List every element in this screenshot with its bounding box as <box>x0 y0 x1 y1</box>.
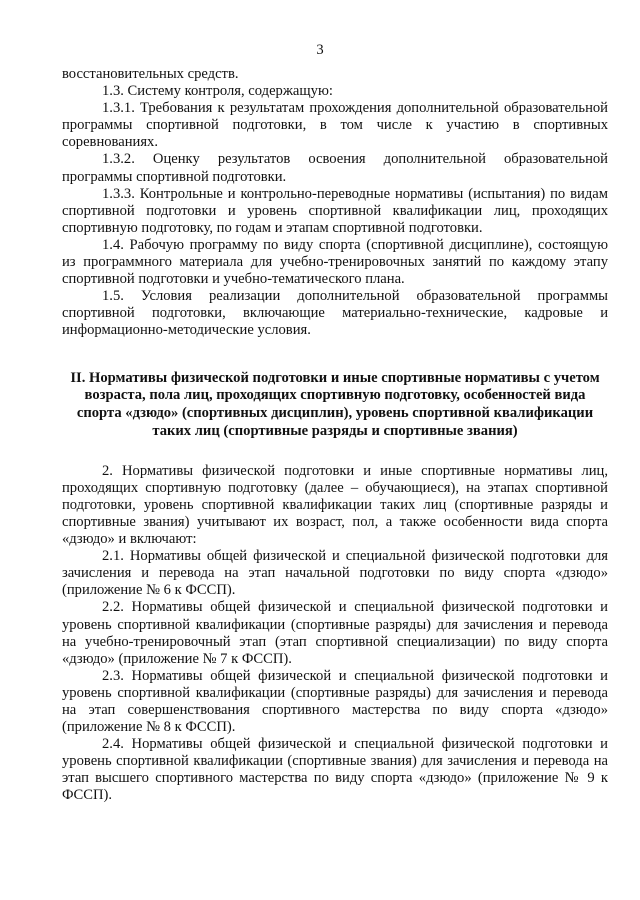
paragraph-1-4: 1.4. Рабочую программу по виду спорта (спортивной дисциплине), состоящую из программного материала для учебно-тренировочных занятий по каждому этапу спортивной подготовки и учебно-тематического плана. <box>62 236 608 288</box>
paragraph-continuation: восстановительных средств. <box>62 66 239 82</box>
paragraph-1-5: 1.5. Условия реализации дополнительной образовательной программы спортивной подготовки, включающие материально-технические, кадровые и информационно-методические условия. <box>62 288 608 339</box>
paragraph-2-1: 2.1. Нормативы общей физической и специальной физической подготовки для зачисления и перевода на этап начальной подготовки по виду спорта «дзюдо» (приложение № 6 к ФССП). <box>62 548 608 599</box>
paragraph-2-4: 2.4. Нормативы общей физической и специальной физической подготовки и уровень спортивной квалификации (спортивные звания) для зачисления и перевода на этап высшего спортивного мастерства по виду спорта «дзюдо» (приложение № 9 к ФССП). <box>62 736 608 804</box>
paragraph-2: 2. Нормативы физической подготовки и иные спортивные нормативы лиц, проходящих спортивную подготовку (далее – обучающиеся), на этапах спортивной подготовки, уровень спортивной квалификации таких лиц (спортивные разряды и спортивные звания) учитывают их возраст, пол, а также особенности вида спорта «дзюдо» и включают: <box>62 462 608 548</box>
paragraph-1-3-3: 1.3.3. Контрольные и контрольно-переводные нормативы (испытания) по видам спортивной подготовки и уровень спортивной квалификации лиц, проходящих спортивную подготовку, по годам и этапам спортивной подготовки. <box>62 185 608 236</box>
paragraph-1-3-1: 1.3.1. Требования к результатам прохождения дополнительной образовательной программы спортивной подготовки, в том числе к участию в спортивных соревнованиях. <box>62 100 608 151</box>
paragraph-1-3-2: 1.3.2. Оценку результатов освоения дополнительной образовательной программы спортивной подготовки. <box>62 151 608 185</box>
paragraph-2-2: 2.2. Нормативы общей физической и специальной физической подготовки и уровень спортивной квалификации (спортивные разряды) для зачисления и перевода на учебно-тренировочный этап (этап спортивной специализации) по виду спорта «дзюдо» (приложение № 7 к ФССП). <box>62 599 608 667</box>
paragraph-1-3: 1.3. Систему контроля, содержащую: <box>102 83 333 100</box>
document-body <box>62 66 608 805</box>
page-number: 3 <box>316 42 324 58</box>
section-heading: II. Нормативы физической подготовки и иные спортивные нормативы с учетом возраста, пола лиц, проходящих спортивную подготовку, особенностей вида спорта «дзюдо» (спортивных дисциплин), уровень спортивной квалификации таких лиц (спортивные разряды и спортивные звания) <box>70 369 600 439</box>
paragraph-2-3: 2.3. Нормативы общей физической и специальной физической подготовки и уровень спортивной квалификации (спортивные разряды) для зачисления и перевода на этап совершенствования спортивного мастерства по виду спорта «дзюдо» (приложение № 8 к ФССП). <box>62 667 608 736</box>
